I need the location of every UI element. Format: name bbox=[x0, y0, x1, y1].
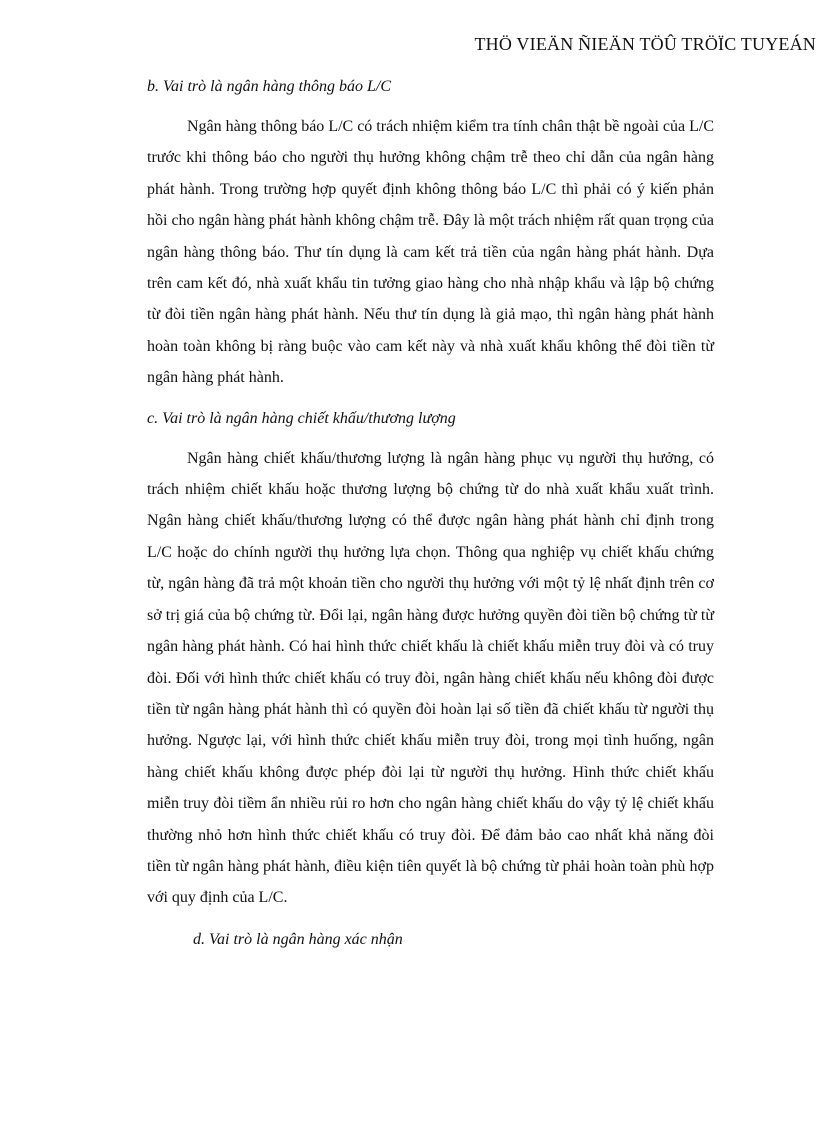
section-heading-c: c. Vai trò là ngân hàng chiết khấu/thương lượng bbox=[147, 409, 456, 427]
document-body bbox=[147, 70, 714, 956]
running-header: THÖ VIEÄN ÑIEÄN TÖÛ TRÖÏC TUYEÁN bbox=[474, 34, 816, 54]
section-heading-b: b. Vai trò là ngân hàng thông báo L/C bbox=[147, 78, 392, 95]
paragraph-b: Ngân hàng thông báo L/C có trách nhiệm kiểm tra tính chân thật bề ngoài của L/C trước khi thông báo cho người thụ hưởng không chậm trễ theo chỉ dẫn của ngân hàng phát hành. Trong trường hợp quyết định không thông báo L/C thì phải có ý kiến phản hồi cho ngân hàng phát hành không chậm trễ. Đây là một trách nhiệm rất quan trọng của ngân hàng thông báo. Thư tín dụng là cam kết trả tiền của ngân hàng phát hành. Dựa trên cam kết đó, nhà xuất khẩu tin tưởng giao hàng cho nhà nhập khẩu và lập bộ chứng từ đòi tiền ngân hàng phát hành. Nếu thư tín dụng là giả mạo, thì ngân hàng phát hành hoàn toàn không bị ràng buộc vào cam kết này và nhà xuất khẩu không thể đòi tiền từ ngân hàng phát hành. bbox=[147, 118, 714, 387]
section-heading-d: d. Vai trò là ngân hàng xác nhận bbox=[193, 930, 403, 948]
paragraph-c: Ngân hàng chiết khấu/thương lượng là ngân hàng phục vụ người thụ hưởng, có trách nhiệm chiết khấu hoặc thương lượng bộ chứng từ do nhà xuất khẩu xuất trình. Ngân hàng chiết khấu/thương lượng có thể được ngân hàng phát hành chỉ định trong L/C hoặc do chính người thụ hưởng lựa chọn. Thông qua nghiệp vụ chiết khấu chứng từ, ngân hàng đã trả một khoản tiền cho người thụ hưởng với một tỷ lệ nhất định trên cơ sở trị giá của bộ chứng từ. Đổi lại, ngân hàng được hưởng quyền đòi tiền bộ chứng từ từ ngân hàng phát hành. Có hai hình thức chiết khấu là chiết khấu miễn truy đòi và có truy đòi. Đối với hình thức chiết khấu có truy đòi, ngân hàng chiết khấu nếu không đòi được tiền từ ngân hàng phát hành thì có quyền đòi hoàn lại số tiền đã chiết khấu từ người thụ hưởng. Ngược lại, với hình thức chiết khấu miễn truy đòi, trong mọi tình huống, ngân hàng chiết khấu không được phép đòi lại từ người thụ hưởng. Hình thức chiết khấu miễn truy đòi tiềm ẩn nhiều rủi ro hơn cho ngân hàng chiết khấu do vậy tỷ lệ chiết khấu thường nhỏ hơn hình thức chiết khấu có truy đòi. Để đảm bảo cao nhất khả năng đòi tiền từ ngân hàng phát hành, điều kiện tiên quyết là bộ chứng từ phải hoàn toàn phù hợp với quy định của L/C. bbox=[147, 449, 714, 907]
